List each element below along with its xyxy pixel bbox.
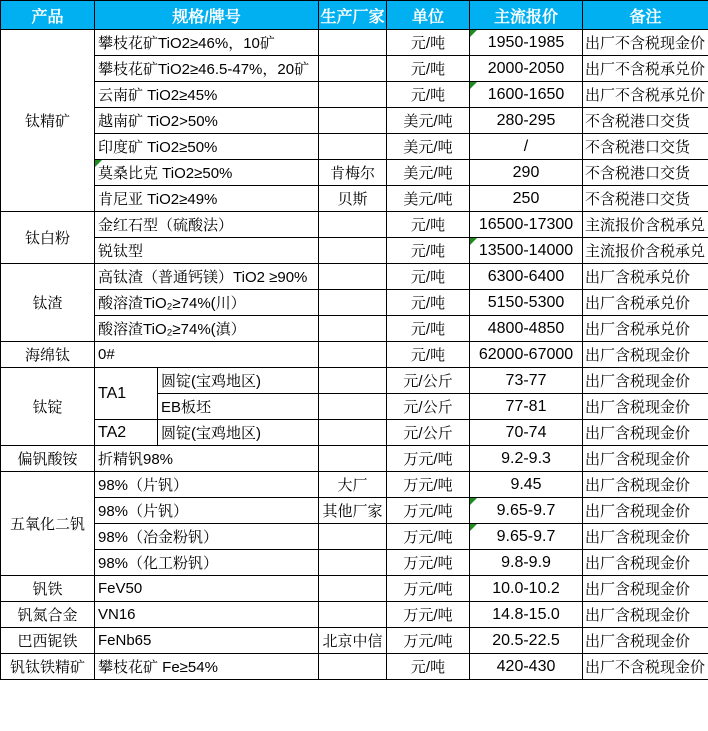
note-cell[interactable]: [583, 498, 708, 524]
spec-cell[interactable]: [95, 290, 319, 316]
unit-cell[interactable]: [387, 264, 470, 290]
unit-cell-text: 元/公斤: [403, 373, 453, 390]
manufacturer-cell[interactable]: [319, 264, 387, 290]
spec-cell[interactable]: [95, 602, 319, 628]
price-cell-text: 13500-14000: [478, 241, 574, 259]
grade-cell-text: TA1: [98, 384, 127, 402]
subspec-cell-text: 圆锭(宝鸡地区): [161, 425, 261, 442]
spec-cell-text: FeNb65: [98, 632, 152, 649]
price-cell-text: 280-295: [496, 111, 556, 129]
manufacturer-cell[interactable]: [319, 316, 387, 342]
col-header-price[interactable]: 主流报价: [470, 1, 583, 30]
note-cell[interactable]: [583, 342, 708, 368]
unit-cell[interactable]: [387, 316, 470, 342]
spec-cell-text: 98%（冶金粉钒）: [98, 529, 219, 546]
manufacturer-cell[interactable]: [319, 576, 387, 602]
price-cell[interactable]: [470, 186, 583, 212]
unit-cell-text: 元/吨: [410, 61, 446, 78]
price-cell-text: 16500-17300: [478, 215, 574, 233]
unit-cell[interactable]: [387, 108, 470, 134]
note-cell-text: 不含税港口交货: [585, 165, 691, 182]
spec-cell-text: 98%（片钒）: [98, 503, 189, 520]
spec-cell[interactable]: [95, 576, 319, 602]
spec-cell[interactable]: [95, 498, 319, 524]
unit-cell-text: 元/吨: [410, 35, 446, 52]
unit-cell[interactable]: [387, 82, 470, 108]
unit-cell[interactable]: [387, 394, 470, 420]
spec-cell-text: 攀枝花矿TiO2≥46%，10矿: [98, 35, 275, 52]
unit-cell-text: 美元/吨: [403, 113, 453, 130]
price-cell-text: 420-430: [496, 657, 556, 675]
unit-cell-text: 万元/吨: [403, 477, 453, 494]
note-cell[interactable]: [583, 134, 708, 160]
unit-cell-text: 元/吨: [410, 659, 446, 676]
spec-cell[interactable]: [95, 212, 319, 238]
price-cell[interactable]: [470, 576, 583, 602]
table-row: [1, 446, 708, 472]
price-cell-text: 62000-67000: [478, 345, 574, 363]
price-cell-text: 20.5-22.5: [492, 631, 560, 649]
manufacturer-cell[interactable]: [319, 108, 387, 134]
price-cell[interactable]: [470, 342, 583, 368]
table-row: [1, 212, 708, 238]
unit-cell-text: 美元/吨: [403, 165, 453, 182]
unit-cell[interactable]: [387, 186, 470, 212]
table-row: [1, 264, 708, 290]
manufacturer-cell[interactable]: [319, 628, 387, 654]
price-cell[interactable]: [470, 498, 583, 524]
unit-cell[interactable]: [387, 628, 470, 654]
spec-cell-text: 印度矿 TiO2≥50%: [98, 139, 218, 156]
price-cell[interactable]: [470, 238, 583, 264]
spec-cell[interactable]: [95, 342, 319, 368]
note-cell-text: 出厂不含税承兑价: [585, 87, 706, 104]
note-cell-text: 出厂含税现金价: [585, 477, 691, 494]
note-cell[interactable]: [583, 472, 708, 498]
spec-cell[interactable]: [95, 56, 319, 82]
comment-marker-icon: [470, 30, 477, 37]
unit-cell-text: 元/吨: [410, 243, 446, 260]
spec-cell-text: 98%（化工粉钒）: [98, 555, 219, 572]
table-row: [1, 82, 708, 108]
manufacturer-cell-text: 肯梅尔: [330, 165, 376, 182]
note-cell-text: 不含税港口交货: [585, 139, 691, 156]
manufacturer-cell[interactable]: [319, 134, 387, 160]
table-row: [1, 368, 708, 394]
spec-cell[interactable]: [95, 524, 319, 550]
unit-cell-text: 元/吨: [410, 87, 446, 104]
manufacturer-cell[interactable]: [319, 446, 387, 472]
note-cell-text: 出厂含税承兑价: [585, 295, 691, 312]
note-cell-text: 出厂含税承兑价: [585, 269, 691, 286]
table-row: [1, 108, 708, 134]
price-cell-text: 290: [512, 163, 540, 181]
col-header-manufacturer[interactable]: 生产厂家: [319, 1, 387, 30]
note-cell-text: 出厂含税现金价: [585, 399, 691, 416]
price-cell-text: 250: [512, 189, 540, 207]
note-cell[interactable]: [583, 290, 708, 316]
unit-cell[interactable]: [387, 550, 470, 576]
note-cell-text: 出厂含税现金价: [585, 373, 691, 390]
table-row: [1, 576, 708, 602]
product-cell[interactable]: [1, 368, 95, 446]
unit-cell[interactable]: [387, 30, 470, 56]
note-cell[interactable]: [583, 654, 708, 680]
grade-cell-text: TA2: [98, 423, 127, 441]
comment-marker-icon: [470, 524, 477, 531]
note-cell-text: 出厂含税现金价: [585, 633, 691, 650]
spec-cell-text: 越南矿 TiO2>50%: [98, 113, 218, 130]
manufacturer-cell[interactable]: [319, 290, 387, 316]
unit-cell[interactable]: [387, 134, 470, 160]
price-cell[interactable]: [470, 524, 583, 550]
unit-cell[interactable]: [387, 290, 470, 316]
price-cell-text: 5150-5300: [487, 293, 565, 311]
product-cell[interactable]: [1, 30, 95, 212]
spec-cell-text: 酸溶渣TiO₂≥74%(滇）: [98, 321, 246, 338]
table-row: [1, 56, 708, 82]
unit-cell[interactable]: [387, 342, 470, 368]
note-cell[interactable]: [583, 628, 708, 654]
manufacturer-cell[interactable]: [319, 238, 387, 264]
note-cell[interactable]: [583, 56, 708, 82]
manufacturer-cell[interactable]: [319, 654, 387, 680]
unit-cell[interactable]: [387, 576, 470, 602]
product-cell[interactable]: [1, 212, 95, 264]
price-cell[interactable]: [470, 56, 583, 82]
price-cell-text: 4800-4850: [487, 319, 565, 337]
spec-cell-text: 98%（片钒）: [98, 477, 189, 494]
price-cell[interactable]: [470, 368, 583, 394]
unit-cell-text: 万元/吨: [403, 451, 453, 468]
note-cell[interactable]: [583, 550, 708, 576]
manufacturer-cell[interactable]: [319, 160, 387, 186]
note-cell-text: 出厂含税现金价: [585, 425, 691, 442]
product-cell-text: 钛渣: [32, 295, 63, 312]
subspec-cell-text: EB板坯: [161, 399, 212, 416]
spec-cell[interactable]: [95, 82, 319, 108]
price-cell[interactable]: [470, 420, 583, 446]
unit-cell-text: 元/吨: [410, 269, 446, 286]
comment-marker-icon: [95, 160, 102, 167]
product-cell[interactable]: [1, 342, 95, 368]
product-cell-text: 钛精矿: [24, 113, 70, 130]
unit-cell[interactable]: [387, 160, 470, 186]
note-cell[interactable]: [583, 82, 708, 108]
header-row: [1, 1, 708, 30]
spec-cell[interactable]: [95, 550, 319, 576]
price-cell-text: 9.45: [510, 475, 542, 493]
note-cell[interactable]: [583, 420, 708, 446]
spec-cell[interactable]: [95, 30, 319, 56]
price-cell[interactable]: [470, 602, 583, 628]
note-cell[interactable]: [583, 160, 708, 186]
unit-cell[interactable]: [387, 56, 470, 82]
spec-cell[interactable]: [95, 316, 319, 342]
price-cell[interactable]: [470, 316, 583, 342]
note-cell-text: 出厂不含税承兑价: [585, 61, 706, 78]
table-row: [1, 134, 708, 160]
subspec-cell[interactable]: [158, 368, 319, 394]
spec-cell-text: 高钛渣（普通钙镁）TiO2 ≥90%: [98, 269, 308, 286]
unit-cell-text: 元/公斤: [403, 425, 453, 442]
manufacturer-cell[interactable]: [319, 498, 387, 524]
unit-cell-text: 万元/吨: [403, 555, 453, 572]
product-cell-text: 钛锭: [32, 399, 63, 416]
spec-cell-text: 攀枝花矿TiO2≥46.5-47%，20矿: [98, 61, 310, 78]
product-cell-text: 钒铁: [32, 581, 63, 598]
product-cell-text: 钒钛铁精矿: [9, 659, 85, 676]
subspec-cell-text: 圆锭(宝鸡地区): [161, 373, 261, 390]
spec-cell-text: 锐钛型: [98, 243, 144, 260]
note-cell-text: 不含税港口交货: [585, 113, 691, 130]
comment-marker-icon: [470, 498, 477, 505]
unit-cell[interactable]: [387, 524, 470, 550]
price-cell-text: 9.65-9.7: [496, 527, 556, 545]
product-cell[interactable]: [1, 654, 95, 680]
note-cell[interactable]: [583, 576, 708, 602]
manufacturer-cell-text: 其他厂家: [322, 503, 383, 520]
note-cell[interactable]: [583, 316, 708, 342]
price-cell[interactable]: [470, 134, 583, 160]
price-cell[interactable]: [470, 394, 583, 420]
unit-cell[interactable]: [387, 654, 470, 680]
table-row: [1, 602, 708, 628]
note-cell[interactable]: [583, 524, 708, 550]
note-cell[interactable]: [583, 238, 708, 264]
col-header-product[interactable]: 产品: [1, 1, 95, 30]
unit-cell-text: 万元/吨: [403, 503, 453, 520]
note-cell-text: 出厂含税现金价: [585, 347, 691, 364]
table-row: [1, 654, 708, 680]
subspec-cell[interactable]: [158, 394, 319, 420]
unit-cell-text: 元/公斤: [403, 399, 453, 416]
spec-cell[interactable]: [95, 446, 319, 472]
spec-cell-text: 莫桑比克 TiO2≥50%: [98, 165, 233, 182]
note-cell[interactable]: [583, 368, 708, 394]
table-row: [1, 290, 708, 316]
manufacturer-cell-text: 大厂: [337, 477, 368, 494]
table-row: [1, 342, 708, 368]
note-cell-text: 主流报价含税承兑: [585, 243, 706, 260]
product-cell[interactable]: [1, 264, 95, 342]
unit-cell-text: 美元/吨: [403, 139, 453, 156]
price-cell[interactable]: [470, 212, 583, 238]
manufacturer-cell[interactable]: [319, 186, 387, 212]
unit-cell-text: 元/吨: [410, 321, 446, 338]
spec-cell-text: VN16: [98, 606, 136, 623]
grade-cell[interactable]: [95, 420, 158, 446]
spec-cell[interactable]: [95, 264, 319, 290]
spec-cell-text: FeV50: [98, 580, 143, 597]
price-cell[interactable]: [470, 290, 583, 316]
spec-cell[interactable]: [95, 108, 319, 134]
unit-cell[interactable]: [387, 498, 470, 524]
price-cell-text: 14.8-15.0: [492, 605, 560, 623]
price-table-body: [1, 30, 708, 680]
unit-cell[interactable]: [387, 472, 470, 498]
note-cell-text: 出厂含税现金价: [585, 555, 691, 572]
product-cell[interactable]: [1, 602, 95, 628]
manufacturer-cell[interactable]: [319, 30, 387, 56]
price-cell[interactable]: [470, 550, 583, 576]
price-cell[interactable]: [470, 30, 583, 56]
spec-cell[interactable]: [95, 472, 319, 498]
table-row: [1, 550, 708, 576]
price-cell-text: 2000-2050: [487, 59, 565, 77]
manufacturer-cell[interactable]: [319, 602, 387, 628]
manufacturer-cell[interactable]: [319, 212, 387, 238]
col-header-unit[interactable]: 单位: [387, 1, 470, 30]
col-header-note[interactable]: 备注: [583, 1, 708, 30]
price-cell[interactable]: [470, 654, 583, 680]
table-row: [1, 186, 708, 212]
price-cell-text: 10.0-10.2: [492, 579, 560, 597]
product-cell[interactable]: [1, 446, 95, 472]
price-cell-text: 1950-1985: [487, 33, 565, 51]
price-cell-text: 9.2-9.3: [501, 449, 551, 467]
product-cell[interactable]: [1, 576, 95, 602]
note-cell[interactable]: [583, 212, 708, 238]
comment-marker-icon: [470, 238, 477, 245]
manufacturer-cell[interactable]: [319, 342, 387, 368]
table-row: [1, 628, 708, 654]
note-cell-text: 出厂含税现金价: [585, 529, 691, 546]
note-cell[interactable]: [583, 108, 708, 134]
table-row: [1, 524, 708, 550]
price-cell[interactable]: [470, 472, 583, 498]
spec-cell-text: 酸溶渣TiO₂≥74%(川）: [98, 295, 246, 312]
unit-cell[interactable]: [387, 368, 470, 394]
note-cell-text: 出厂不含税现金价: [585, 35, 706, 52]
price-cell[interactable]: [470, 160, 583, 186]
price-cell-text: 73-77: [505, 371, 547, 389]
price-cell[interactable]: [470, 446, 583, 472]
manufacturer-cell[interactable]: [319, 368, 387, 394]
product-cell-text: 海绵钛: [24, 347, 70, 364]
unit-cell-text: 万元/吨: [403, 581, 453, 598]
spec-cell-text: 折精钒98%: [98, 451, 174, 468]
product-cell-text: 偏钒酸铵: [17, 451, 78, 468]
note-cell-text: 主流报价含税承兑: [585, 217, 706, 234]
manufacturer-cell-text: 北京中信: [322, 633, 383, 650]
price-cell-text: 6300-6400: [487, 267, 565, 285]
product-cell-text: 巴西铌铁: [17, 633, 78, 650]
price-cell[interactable]: [470, 108, 583, 134]
manufacturer-cell[interactable]: [319, 524, 387, 550]
product-cell-text: 钛白粉: [24, 230, 70, 247]
unit-cell[interactable]: [387, 420, 470, 446]
unit-cell-text: 元/吨: [410, 295, 446, 312]
unit-cell[interactable]: [387, 602, 470, 628]
manufacturer-cell[interactable]: [319, 56, 387, 82]
subspec-cell[interactable]: [158, 420, 319, 446]
manufacturer-cell[interactable]: [319, 394, 387, 420]
unit-cell-text: 元/吨: [410, 217, 446, 234]
price-cell-text: 9.65-9.7: [496, 501, 556, 519]
unit-cell-text: 美元/吨: [403, 191, 453, 208]
spec-cell-text: 金红石型（硫酸法）: [98, 217, 234, 234]
price-cell-text: 70-74: [505, 423, 547, 441]
price-cell[interactable]: [470, 82, 583, 108]
spec-cell[interactable]: [95, 186, 319, 212]
price-cell-text: 9.8-9.9: [501, 553, 551, 571]
price-cell-text: 77-81: [505, 397, 547, 415]
note-cell-text: 不含税港口交货: [585, 191, 691, 208]
spec-cell[interactable]: [95, 654, 319, 680]
col-header-spec[interactable]: 规格/牌号: [95, 1, 319, 30]
note-cell-text: 出厂含税现金价: [585, 607, 691, 624]
unit-cell[interactable]: [387, 446, 470, 472]
manufacturer-cell[interactable]: [319, 550, 387, 576]
note-cell-text: 出厂不含税现金价: [585, 659, 706, 676]
note-cell-text: 出厂含税现金价: [585, 451, 691, 468]
note-cell-text: 出厂含税承兑价: [585, 321, 691, 338]
spec-cell-text: 0#: [98, 346, 115, 363]
product-cell[interactable]: [1, 472, 95, 576]
product-cell-text: 五氧化二钒: [9, 516, 85, 533]
unit-cell[interactable]: [387, 238, 470, 264]
spec-cell[interactable]: [95, 134, 319, 160]
price-cell-text: /: [523, 137, 529, 155]
unit-cell-text: 万元/吨: [403, 607, 453, 624]
table-row: [1, 160, 708, 186]
unit-cell-text: 万元/吨: [403, 529, 453, 546]
price-cell[interactable]: [470, 628, 583, 654]
manufacturer-cell-text: 贝斯: [337, 191, 368, 208]
price-cell[interactable]: [470, 264, 583, 290]
note-cell[interactable]: [583, 186, 708, 212]
unit-cell-text: 元/吨: [410, 347, 446, 364]
spec-cell[interactable]: [95, 238, 319, 264]
unit-cell-text: 万元/吨: [403, 633, 453, 650]
product-cell-text: 钒氮合金: [17, 607, 78, 624]
note-cell-text: 出厂含税现金价: [585, 581, 691, 598]
table-row: [1, 238, 708, 264]
unit-cell[interactable]: [387, 212, 470, 238]
grade-cell[interactable]: [95, 368, 158, 420]
note-cell[interactable]: [583, 446, 708, 472]
manufacturer-cell[interactable]: [319, 472, 387, 498]
table-row: [1, 498, 708, 524]
table-row: [1, 472, 708, 498]
manufacturer-cell[interactable]: [319, 82, 387, 108]
comment-marker-icon: [470, 82, 477, 89]
note-cell[interactable]: [583, 602, 708, 628]
note-cell[interactable]: [583, 394, 708, 420]
table-row: [1, 420, 708, 446]
price-table-header: [1, 1, 708, 30]
spec-cell[interactable]: [95, 628, 319, 654]
spec-cell-text: 云南矿 TiO2≥45%: [98, 87, 218, 104]
table-row: [1, 316, 708, 342]
price-cell-text: 1600-1650: [487, 85, 565, 103]
note-cell[interactable]: [583, 264, 708, 290]
spec-cell-text: 肯尼亚 TiO2≥49%: [98, 191, 218, 208]
product-cell[interactable]: [1, 628, 95, 654]
note-cell-text: 出厂含税现金价: [585, 503, 691, 520]
note-cell[interactable]: [583, 30, 708, 56]
spec-cell-text: 攀枝花矿 Fe≥54%: [98, 659, 218, 676]
table-row: [1, 30, 708, 56]
manufacturer-cell[interactable]: [319, 420, 387, 446]
spec-cell[interactable]: [95, 160, 319, 186]
